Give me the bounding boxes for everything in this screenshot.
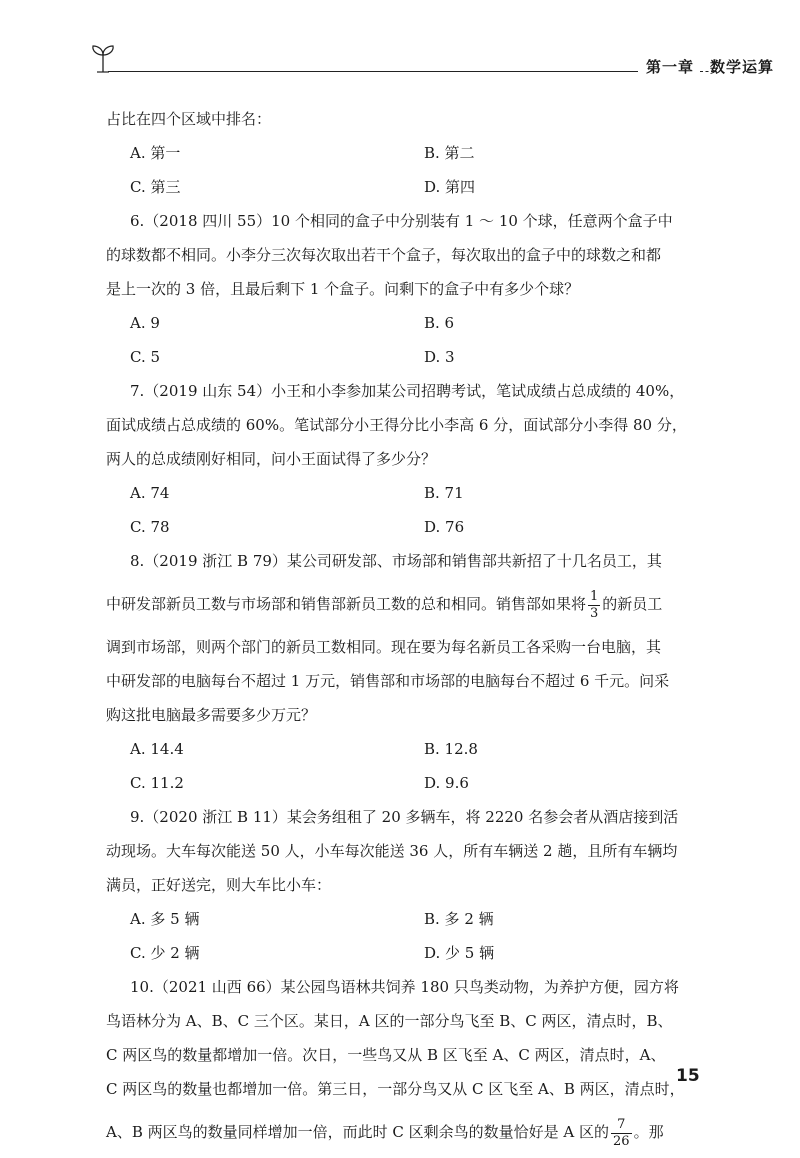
question-line: 8.（2019 浙江 B 79）某公司研发部、市场部和销售部共新招了十几名员工，其 [130, 552, 662, 570]
header-rule [108, 71, 638, 72]
question-line: 鸟语林分为 A、B、C 三个区。某日，A 区的一部分鸟飞至 B、C 两区，清点时，B、 [106, 1012, 673, 1030]
question-line: 中研发部的电脑每台不超过 1 万元，销售部和市场部的电脑每台不超过 6 千元。问采 [106, 672, 670, 690]
question-line: C 两区鸟的数量也都增加一倍。第三日，一部分鸟又从 C 区飞至 A、B 两区，清点时， [106, 1080, 685, 1098]
option: A. 74 [130, 484, 170, 502]
question-text: 。那 [633, 1123, 664, 1141]
option: C. 第三 [130, 178, 181, 196]
option: A. 9 [130, 314, 160, 332]
page-body [106, 102, 706, 1158]
q8-options [106, 732, 706, 766]
q6-options [106, 340, 706, 374]
chapter-title: 第一章 数学运算 [646, 58, 775, 76]
option: B. 第二 [424, 144, 475, 162]
question-line-with-fraction [106, 1106, 706, 1158]
q5-options [106, 170, 706, 204]
option: D. 3 [424, 348, 455, 366]
question-line: 动现场。大车每次能送 50 人，小车每次能送 36 人，所有车辆送 2 趟，且所有车辆均 [106, 842, 678, 860]
question-text: A、B 两区鸟的数量同样增加一倍，而此时 C 区剩余鸟的数量恰好是 A 区的 [106, 1123, 610, 1141]
question-text: 中研发部新员工数与市场部和销售部新员工数的总和相同。销售部如果将 [106, 595, 587, 613]
question-line: 调到市场部，则两个部门的新员工数相同。现在要为每名新员工各采购一台电脑，其 [106, 638, 662, 656]
page-number: 15 [676, 1066, 700, 1086]
option: C. 少 2 辆 [130, 944, 200, 962]
q6-options [106, 306, 706, 340]
q7-options [106, 510, 706, 544]
question-line: 9.（2020 浙江 B 11）某会务组租了 20 多辆车，将 2220 名参会者从酒店接到活 [130, 808, 679, 826]
question-line: 满员，正好送完，则大车比小车： [106, 876, 332, 894]
page-header [88, 40, 775, 90]
question-line: 6.（2018 四川 55）10 个相同的盒子中分别装有 1 ～ 10 个球，任意两个盒子中 [130, 212, 673, 230]
question-line: 是上一次的 3 倍，且最后剩下 1 个盒子。问剩下的盒子中有多少个球？ [106, 280, 580, 298]
option: D. 76 [424, 518, 465, 536]
option: B. 71 [424, 484, 464, 502]
q7-options [106, 476, 706, 510]
fraction-denominator: 3 [590, 605, 599, 621]
option: D. 少 5 辆 [424, 944, 495, 962]
option: A. 第一 [130, 144, 181, 162]
q8-options [106, 766, 706, 800]
option: C. 5 [130, 348, 161, 366]
question-line: C 两区鸟的数量都增加一倍。次日，一些鸟又从 B 区飞至 A、C 两区，清点时，A、 [106, 1046, 666, 1064]
option: B. 6 [424, 314, 455, 332]
question-text: 的新员工 [602, 595, 663, 613]
fraction [611, 1117, 632, 1150]
question-line: 两人的总成绩刚好相同，问小王面试得了多少分？ [106, 450, 437, 468]
question-line: 10.（2021 山西 66）某公园鸟语林共饲养 180 只鸟类动物，为养护方便，园方将 [130, 978, 679, 996]
intro-text: 占比在四个区域中排名： [106, 110, 272, 128]
question-line-with-fraction [106, 578, 706, 630]
q9-options [106, 902, 706, 936]
sprout-icon [88, 40, 118, 74]
option: A. 14.4 [130, 740, 184, 758]
option: B. 多 2 辆 [424, 910, 494, 928]
question-line: 7.（2019 山东 54）小王和小李参加某公司招聘考试，笔试成绩占总成绩的 40%， [130, 382, 685, 400]
option: D. 第四 [424, 178, 476, 196]
fraction-numerator: 1 [590, 588, 599, 604]
header-rule-end [700, 71, 714, 72]
option: B. 12.8 [424, 740, 478, 758]
option: A. 多 5 辆 [130, 910, 200, 928]
fraction-numerator: 7 [611, 1117, 632, 1134]
question-line: 面试成绩占总成绩的 60%。笔试部分小王得分比小李高 6 分，面试部分小李得 80 分， [106, 416, 687, 434]
option: C. 78 [130, 518, 170, 536]
fraction-denominator: 26 [613, 1133, 630, 1149]
option: D. 9.6 [424, 774, 469, 792]
q5-options [106, 136, 706, 170]
question-line: 的球数都不相同。小李分三次每次取出若干个盒子，每次取出的盒子中的球数之和都 [106, 246, 662, 264]
fraction [588, 589, 600, 622]
option: C. 11.2 [130, 774, 184, 792]
q9-options [106, 936, 706, 970]
question-line: 购这批电脑最多需要多少万元？ [106, 706, 317, 724]
